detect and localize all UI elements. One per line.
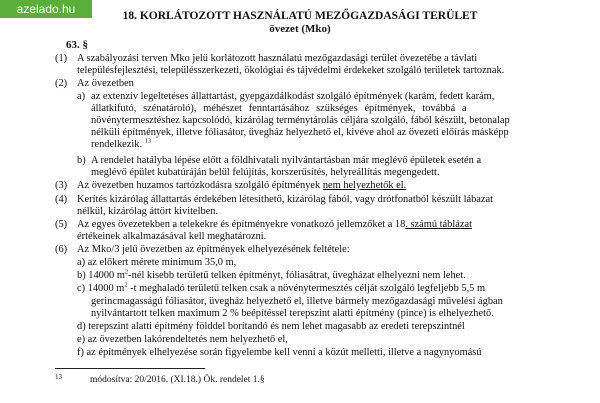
footnote-divider <box>55 368 205 369</box>
p2-item-a-marker: a) <box>77 91 86 102</box>
footnote-ref-13: 13 <box>144 137 152 145</box>
section-number: 63. § <box>66 39 88 51</box>
paragraph-number-1: (1) <box>55 53 68 64</box>
p1-line-1: A szabályozási terven Mko jelű korlátozott használatú mezőgazdasági terület övezetébe a távlati <box>77 53 478 64</box>
p2-item-b-marker: b) <box>77 155 86 166</box>
p6-item-a: a) az előkert mérete minimum 35,0 m, <box>77 257 237 268</box>
paragraph-number-4: (4) <box>55 194 68 205</box>
p5-table-reference: . számú táblázat <box>405 219 472 230</box>
page-title: 18. KORLÁTOZOTT HASZNÁLATÚ MEZŐGAZDASÁGI TERÜLET <box>122 10 478 22</box>
p2-intro: Az övezetben <box>77 78 134 89</box>
paragraph-number-5: (5) <box>55 219 68 230</box>
p2-a-line-5: rendelkezik. $^{13}$ <box>91 137 152 150</box>
p6-item-c-line-3: nyilvántartott telken maximum 2 % beépítéssel terepszint alatti építmény (pince) is elhelyezhető. <box>91 308 494 319</box>
p5-line-1: Az egyes övezetekben a telekekre és építményekre vonatkozó jellemzőket a 18. számú táblázat <box>77 219 472 230</box>
p6-item-f: f) az építmények elhelyezése során figyelembe kell venni a közút melletti, illetve a nagynyomású <box>77 347 482 358</box>
p2-a-line-3: növénytermesztéshez kapcsolódó, kizárólag terménytárolás céljára szolgáló, fából készült, betonalap <box>91 115 510 126</box>
p5-line-2: értékeinek alkalmazásával kell meghatározni. <box>77 231 267 242</box>
p2-b-line-1: A rendelet hatályba lépése előtt a földhivatali nyilvántartásban már meglévő épületek esetén a <box>91 155 482 166</box>
p4-line-2: nélkül, kizárólag áttört kivitelben. <box>77 206 219 217</box>
p6-item-e: e) az övezetben lakórendeltetés nem helyezhető el, <box>77 334 288 345</box>
p3-underlined-text: nem helyezhetők el. <box>322 180 407 191</box>
page-subtitle: övezet (Mko) <box>269 23 331 35</box>
paragraph-number-2: (2) <box>55 78 68 89</box>
p2-a-line-2: állatkifutó, szénatároló), méhészet fenntartásához szükséges építmények, továbbá a <box>91 103 467 114</box>
footnote-text: módosítva: 20/2016. (XI.18.) Ök. rendelet 1.§ <box>90 375 265 385</box>
paragraph-number-3: (3) <box>55 180 68 191</box>
p1-line-2: településfejlesztési, településszerkezeti, ökológiai és tájvédelmi érdekeket szolgáló területek tartoznak. <box>77 65 505 76</box>
p6-item-b: b) 14000 $m^2$-nél kisebb területű telken építményt, fóliasátrat, üvegházat elhelyezni nem lehet. <box>77 268 466 281</box>
p6-item-d: d) terepszint alatti építmény földdel borítandó és nem lehet magasabb az eredeti terepszintnél <box>77 321 465 332</box>
p4-line-1: Kerítés kizárólag állattartás érdekében létesíthető, kizárólag fából, vagy drótfonatból készült lábazat <box>77 194 494 205</box>
footnote-marker: 13 <box>55 373 62 381</box>
paragraph-number-6: (6) <box>55 244 68 255</box>
p6-intro: Az Mko/3 jelű övezetben az építmények elhelyezésének feltétele: <box>77 244 350 255</box>
p2-b-line-2: meglévő épület kubatúráján belül felújítás, korszerűsítés, helyreállítás megengedett. <box>91 167 440 178</box>
p6-item-c-line-1: c) 14000 $m^2$ -t meghaladó területű telken csak a növénytermesztés célját szolgáló legfeljebb 5,5 m <box>77 281 486 294</box>
p3-line: Az övezetben huzamos tartózkodásra szolgáló építmények nem helyezhetők el. <box>77 180 407 191</box>
p2-a-line-4: nélküli építmények, illetve fóliasátor, üvegház helyezhető el, kivéve ahol az övezeti előírás másképp <box>91 127 509 138</box>
p2-a-line-1: az extenzív legeltetéses állattartást, gyepgazdálkodást szolgáló építmények (karám, fedett karám, <box>91 91 495 102</box>
site-watermark: azelado.hu <box>0 0 92 18</box>
p6-item-c-line-2: gerincmagasságú fóliasátor, üvegház helyezhető el, illetve bármely mezőgazdasági művelési ágban <box>91 296 503 307</box>
